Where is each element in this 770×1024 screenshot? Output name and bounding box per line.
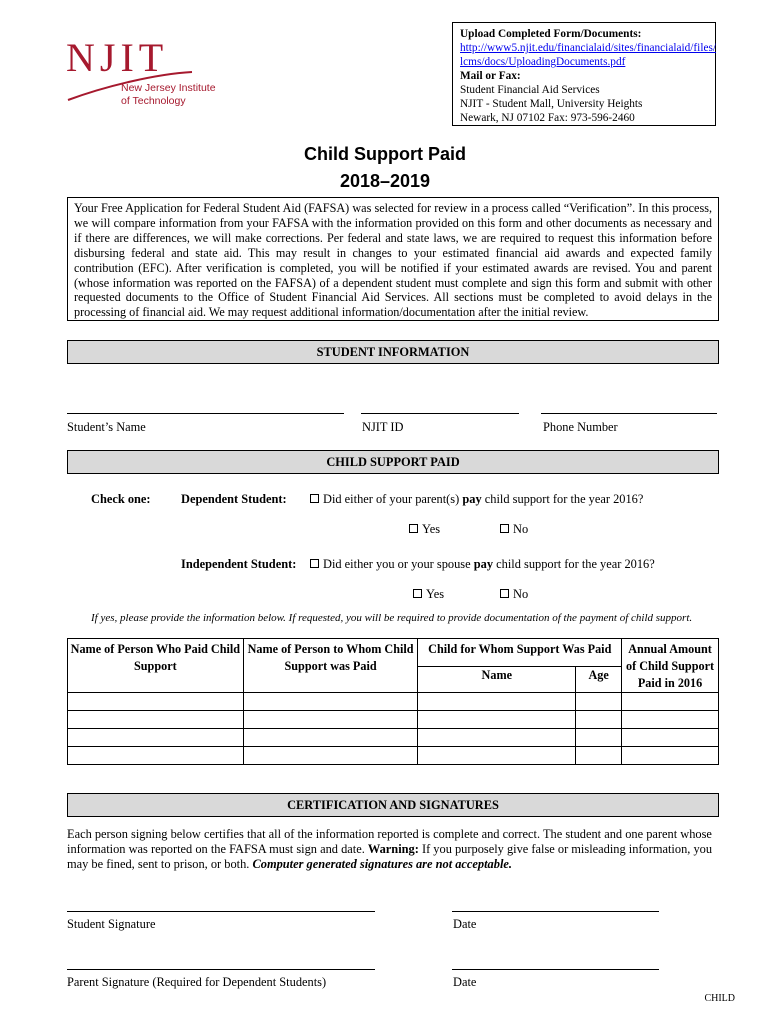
independent-no-checkbox[interactable] bbox=[500, 589, 509, 598]
yes-label: Yes bbox=[422, 522, 441, 536]
form-code: CHILD bbox=[704, 993, 735, 1004]
upload-heading: Upload Completed Form/Documents: bbox=[460, 28, 642, 40]
table-cell[interactable] bbox=[68, 711, 244, 729]
student-date-label: Date bbox=[453, 917, 477, 931]
dependent-checkbox[interactable] bbox=[310, 494, 319, 503]
col-payee-header: Name of Person to Whom Child Support was Paid bbox=[243, 639, 418, 693]
table-cell[interactable] bbox=[418, 711, 576, 729]
no-label: No bbox=[513, 587, 529, 601]
upload-link-line1[interactable]: http://www5.njit.edu/financialaid/sites/financialaid/files/ bbox=[460, 42, 717, 54]
table-cell[interactable] bbox=[243, 693, 418, 711]
phone-number-label: Phone Number bbox=[543, 420, 618, 434]
table-cell[interactable] bbox=[576, 711, 622, 729]
col-payer-header: Name of Person Who Paid Child Support bbox=[68, 639, 244, 693]
logo-subtitle-line1: New Jersey Institute bbox=[121, 82, 216, 94]
table-row bbox=[68, 711, 719, 729]
independent-yes-option[interactable] bbox=[413, 587, 444, 602]
child-support-table bbox=[67, 638, 719, 765]
student-signature-label: Student Signature bbox=[67, 917, 156, 931]
table-cell[interactable] bbox=[622, 729, 719, 747]
signature-warning: Computer generated signatures are not acceptable. bbox=[252, 857, 512, 872]
table-cell[interactable] bbox=[576, 729, 622, 747]
table-cell[interactable] bbox=[418, 747, 576, 765]
page-year: 2018–2019 bbox=[339, 171, 431, 191]
table-cell[interactable] bbox=[622, 747, 719, 765]
dependent-yes-option[interactable] bbox=[409, 522, 440, 537]
dependent-question bbox=[310, 492, 643, 507]
upload-info-box bbox=[452, 22, 716, 126]
certification-text bbox=[67, 827, 727, 873]
pay-word: pay bbox=[473, 557, 494, 571]
certification-text-pre: Each person signing below certifies that all of the information reported is complete and correct. The student and one parent whose information was reported on the FAFSA must sign and date. bbox=[67, 827, 712, 857]
independent-student-label: Independent Student: bbox=[181, 557, 297, 571]
table-cell[interactable] bbox=[576, 747, 622, 765]
student-name-field[interactable] bbox=[67, 413, 344, 414]
child-support-header: CHILD SUPPORT PAID bbox=[67, 450, 719, 474]
certification-header: CERTIFICATION AND SIGNATURES bbox=[67, 793, 719, 817]
independent-question-pre: Did either you or your spouse bbox=[323, 557, 474, 571]
col-amount-header: Annual Amount of Child Support Paid in 2016 bbox=[622, 639, 719, 693]
address-line3: Newark, NJ 07102 Fax: 973-596-2460 bbox=[460, 112, 635, 124]
dependent-question-pre: Did either of your parent(s) bbox=[323, 492, 463, 506]
dependent-student-label: Dependent Student: bbox=[181, 492, 287, 506]
table-cell[interactable] bbox=[243, 747, 418, 765]
table-row bbox=[68, 747, 719, 765]
upload-link-line2[interactable]: lcms/docs/UploadingDocuments.pdf bbox=[460, 56, 626, 68]
parent-date-field[interactable] bbox=[452, 969, 659, 970]
njit-id-field[interactable] bbox=[361, 413, 519, 414]
table-cell[interactable] bbox=[576, 693, 622, 711]
documentation-note: If yes, please provide the information below. If requested, you will be required to provide documentation of the payment of child support. bbox=[91, 612, 693, 624]
student-info-header: STUDENT INFORMATION bbox=[67, 340, 719, 364]
pay-word: pay bbox=[462, 492, 482, 506]
parent-date-label: Date bbox=[453, 975, 477, 989]
table-cell[interactable] bbox=[243, 729, 418, 747]
no-label: No bbox=[513, 522, 529, 536]
dependent-no-option[interactable] bbox=[500, 522, 528, 537]
certification-text-mid: If you purposely give false or misleading information, you may be fined, sent to prison, or both. bbox=[67, 842, 713, 872]
yes-label: Yes bbox=[426, 587, 445, 601]
page-title: Child Support Paid bbox=[304, 144, 466, 164]
col-child-age-header: Age bbox=[576, 667, 622, 693]
student-signature-field[interactable] bbox=[67, 911, 375, 912]
col-child-header: Child for Whom Support Was Paid bbox=[418, 639, 622, 667]
table-cell[interactable] bbox=[68, 729, 244, 747]
address-line2: NJIT - Student Mall, University Heights bbox=[460, 98, 643, 110]
independent-no-option[interactable] bbox=[500, 587, 528, 602]
dependent-question-post: child support for the year 2016? bbox=[481, 492, 644, 506]
parent-signature-field[interactable] bbox=[67, 969, 375, 970]
phone-number-field[interactable] bbox=[541, 413, 717, 414]
table-cell[interactable] bbox=[418, 693, 576, 711]
logo-letters: NJIT bbox=[66, 35, 169, 80]
table-row bbox=[68, 693, 719, 711]
table-cell[interactable] bbox=[418, 729, 576, 747]
independent-question bbox=[310, 557, 655, 572]
intro-paragraph: Your Free Application for Federal Student Aid (FAFSA) was selected for review in a process called “Verification”. In this process, we will compare information from your FAFSA with the information provided on this form and other documents as necessary and if there are differences, we will make corrections. Per federal and state laws, we are required to request this information before disbursing federal and state aid. This may result in changes to your estimated financial aid awards and expected family contribution (EFC). After verification is completed, you will be notified if your estimated awards are revised. You and parent (whose information was reported on the FAFSA) of a dependent student must complete and sign this form and submit with other requested documents to the Office of Student Financial Aid Services. All sections must be completed to avoid delays in the processing of financial aid. We may request additional information/documentation after the initial review. bbox=[67, 197, 719, 321]
col-child-name-header: Name bbox=[418, 667, 576, 693]
parent-signature-label: Parent Signature (Required for Dependent Students) bbox=[67, 975, 327, 989]
mail-heading: Mail or Fax: bbox=[460, 70, 521, 82]
address-line1: Student Financial Aid Services bbox=[460, 84, 600, 96]
warning-label: Warning: bbox=[367, 842, 419, 857]
table-cell[interactable] bbox=[68, 693, 244, 711]
independent-yes-checkbox[interactable] bbox=[413, 589, 422, 598]
logo-subtitle bbox=[121, 82, 216, 108]
dependent-no-checkbox[interactable] bbox=[500, 524, 509, 533]
logo-subtitle-line2: of Technology bbox=[121, 95, 186, 107]
independent-checkbox[interactable] bbox=[310, 559, 319, 568]
dependent-yes-checkbox[interactable] bbox=[409, 524, 418, 533]
njit-id-label: NJIT ID bbox=[362, 420, 404, 434]
student-name-label: Student’s Name bbox=[67, 420, 146, 434]
independent-question-post: child support for the year 2016? bbox=[493, 557, 655, 571]
table-cell[interactable] bbox=[243, 711, 418, 729]
table-cell[interactable] bbox=[68, 747, 244, 765]
table-cell[interactable] bbox=[622, 693, 719, 711]
check-one-label: Check one: bbox=[91, 492, 151, 506]
table-cell[interactable] bbox=[622, 711, 719, 729]
student-date-field[interactable] bbox=[452, 911, 659, 912]
table-row bbox=[68, 729, 719, 747]
